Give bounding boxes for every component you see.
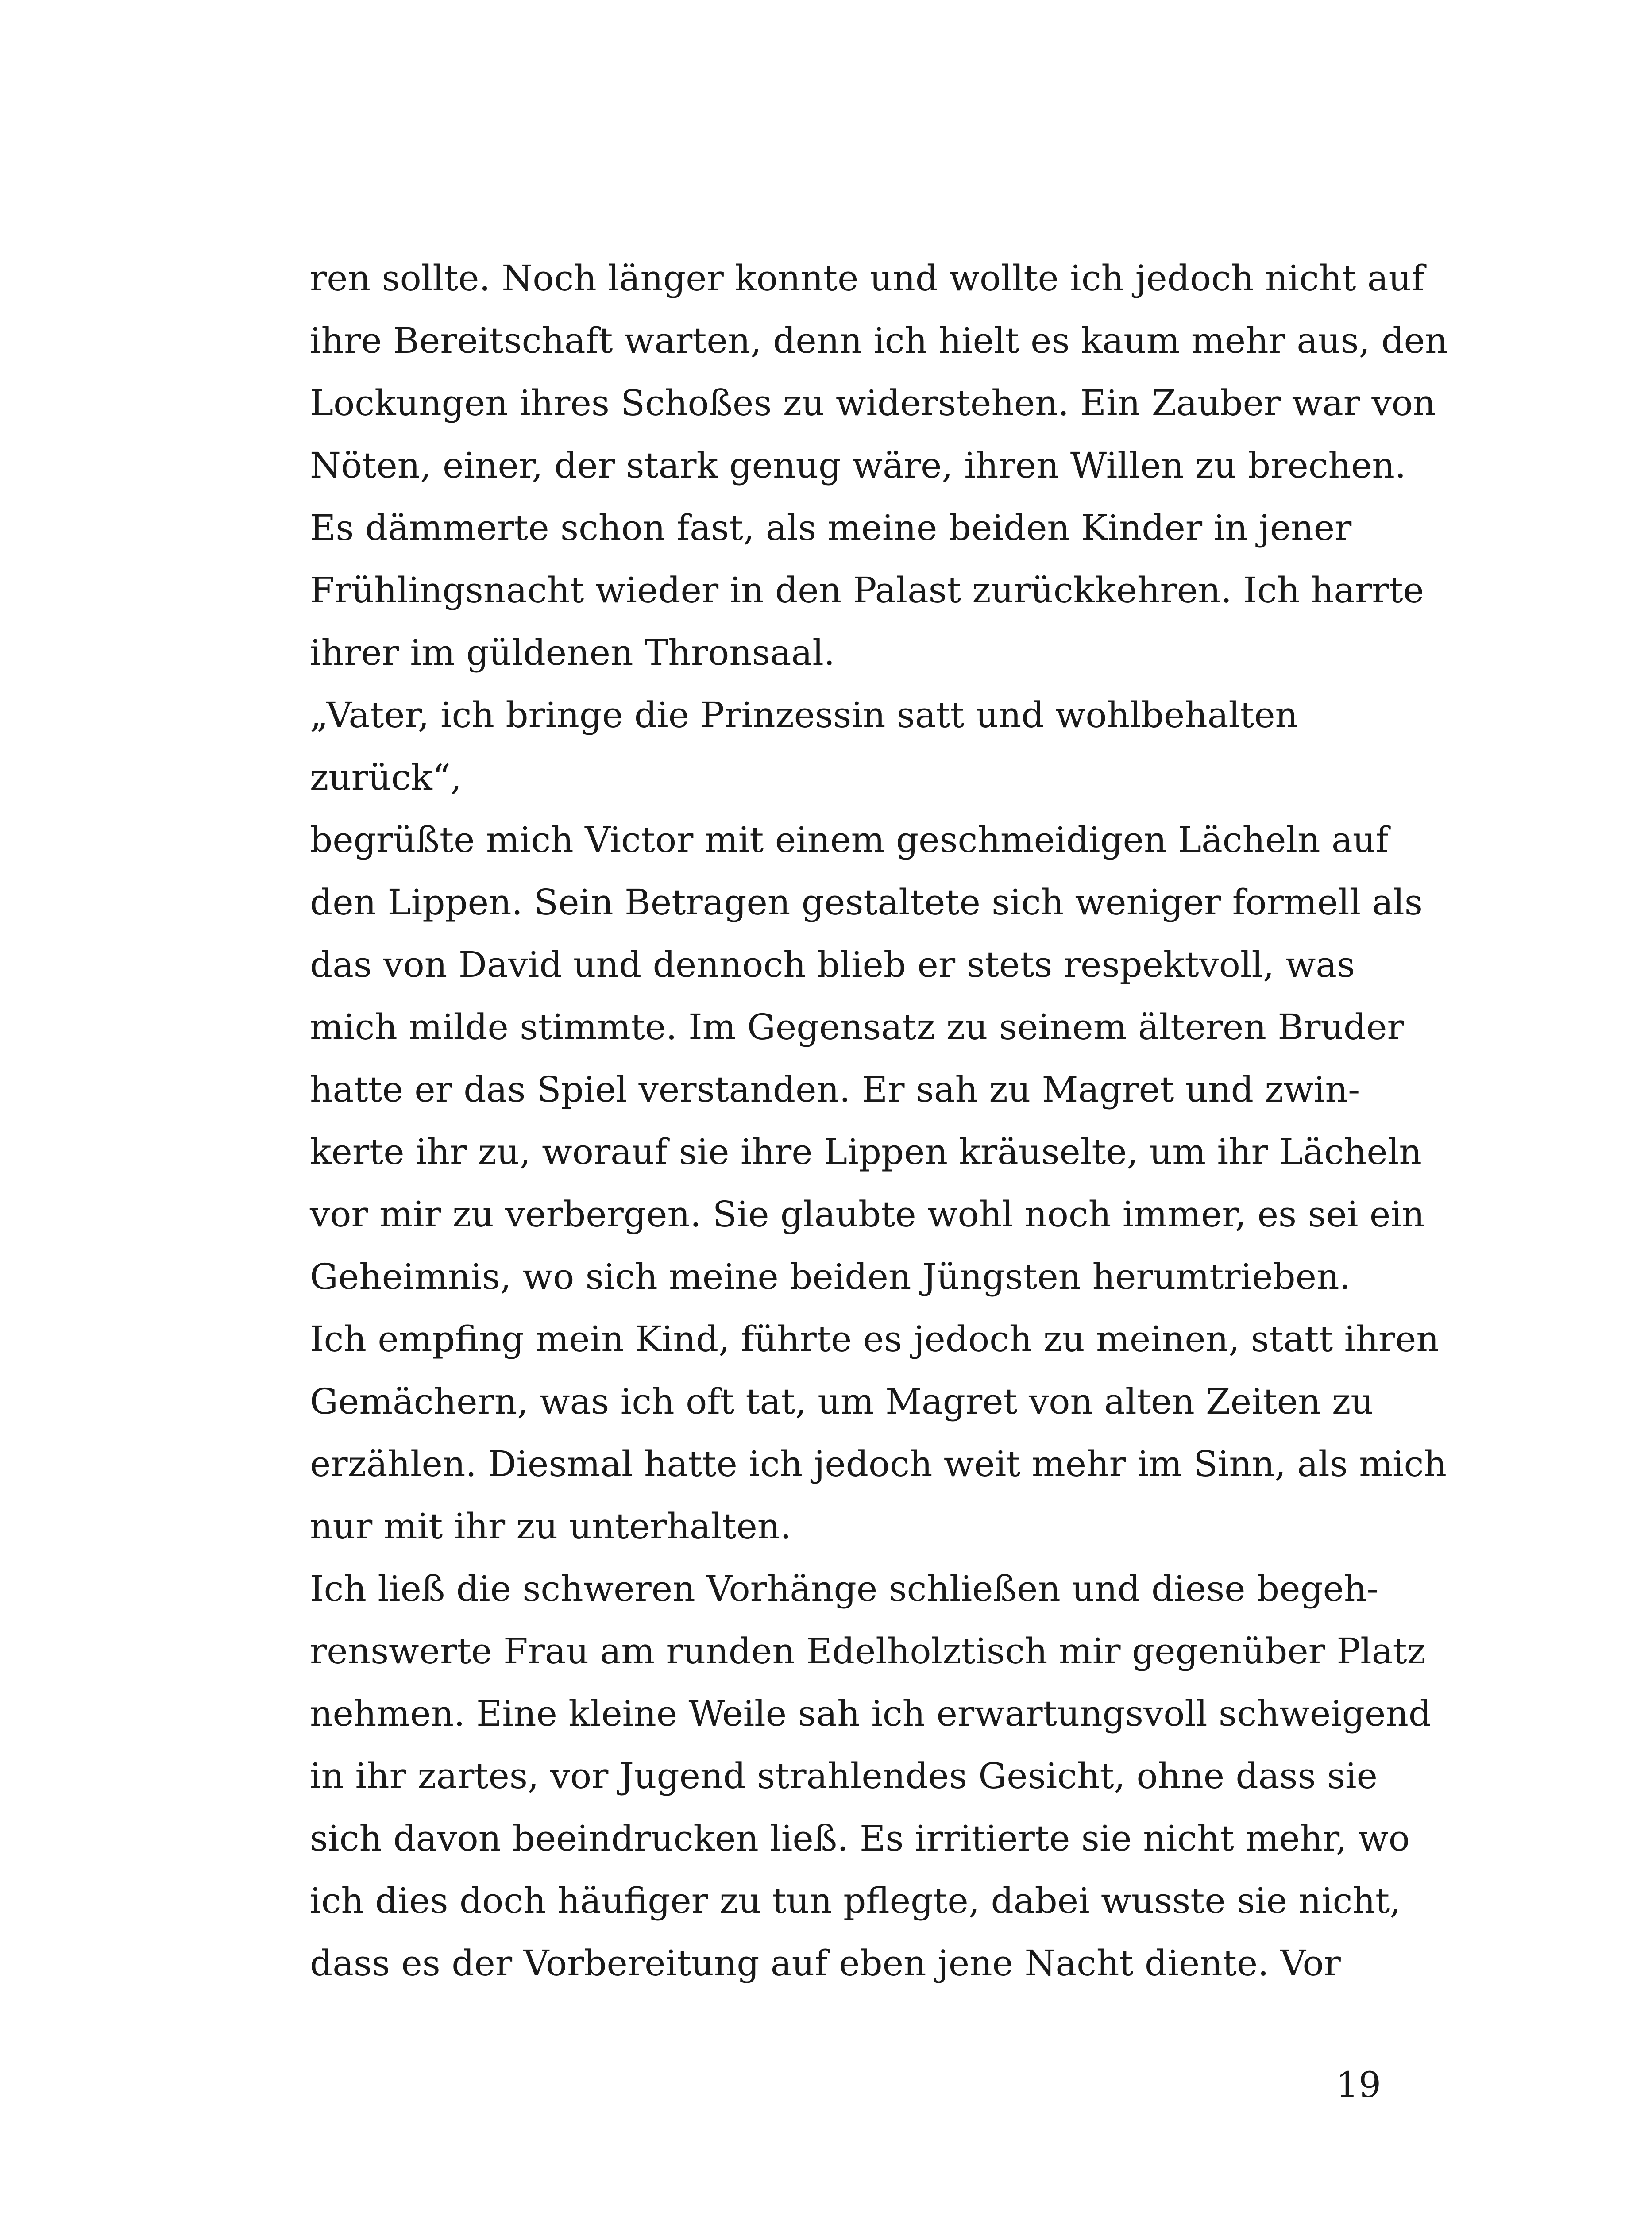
text-line: ich dies doch häufiger zu tun pflegte, dabei wusste sie nicht, [310,1880,1401,1921]
text-line: Frühlingsnacht wieder in den Palast zurückkehren. Ich harrte [310,570,1424,611]
text-line: nur mit ihr zu unterhalten. [310,1506,791,1547]
text-line: Ich empfing mein Kind, führte es jedoch zu meinen, statt ihren [310,1319,1439,1360]
text-line: renswerte Frau am runden Edelholztisch mir gegenüber Platz [310,1631,1426,1672]
text-line: Ich ließ die schweren Vorhänge schließen und diese begeh- [310,1568,1379,1609]
text-line: erzählen. Diesmal hatte ich jedoch weit mehr im Sinn, als mich [310,1443,1447,1484]
text-line: das von David und dennoch blieb er stets respektvoll, was [310,944,1355,985]
text-line: in ihr zartes, vor Jugend strahlendes Gesicht, ohne dass sie [310,1755,1378,1797]
text-line: begrüßte mich Victor mit einem geschmeidigen Lächeln auf [310,819,1389,860]
text-line: den Lippen. Sein Betragen gestaltete sich weniger formell als [310,882,1423,923]
text-line: Lockungen ihres Schoßes zu widerstehen. Ein Zauber war von [310,382,1436,424]
text-line: sich davon beeindrucken ließ. Es irritierte sie nicht mehr, wo [310,1818,1410,1859]
text-line: „Vater, ich bringe die Prinzessin satt und wohlbehalten [310,694,1298,736]
text-line: dass es der Vorbereitung auf eben jene Nacht diente. Vor [310,1943,1341,1984]
text-line: ihrer im güldenen Thronsaal. [310,632,835,673]
text-line: zurück“, [310,757,462,798]
text-line: Gemächern, was ich oft tat, um Magret von alten Zeiten zu [310,1381,1374,1422]
text-line: nehmen. Eine kleine Weile sah ich erwartungsvoll schweigend [310,1693,1432,1734]
text-line: Nöten, einer, der stark genug wäre, ihren Willen zu brechen. [310,445,1406,486]
text-line: Es dämmerte schon fast, als meine beiden Kinder in jener [310,507,1352,548]
text-line: ren sollte. Noch länger konnte und wollte ich jedoch nicht auf [310,258,1424,299]
text-line: Geheimnis, wo sich meine beiden Jüngsten herumtrieben. [310,1256,1351,1297]
text-line: ihre Bereitschaft warten, denn ich hielt es kaum mehr aus, den [310,320,1448,361]
text-line: hatte er das Spiel verstanden. Er sah zu Magret und zwin- [310,1069,1360,1110]
text-line: vor mir zu verbergen. Sie glaubte wohl noch immer, es sei ein [310,1194,1425,1235]
text-line: mich milde stimmte. Im Gegensatz zu seinem älteren Bruder [310,1006,1404,1048]
text-line: kerte ihr zu, worauf sie ihre Lippen kräuselte, um ihr Lächeln [310,1131,1422,1172]
page-number: 19 [1336,2064,1381,2105]
body-text [310,247,1448,1994]
